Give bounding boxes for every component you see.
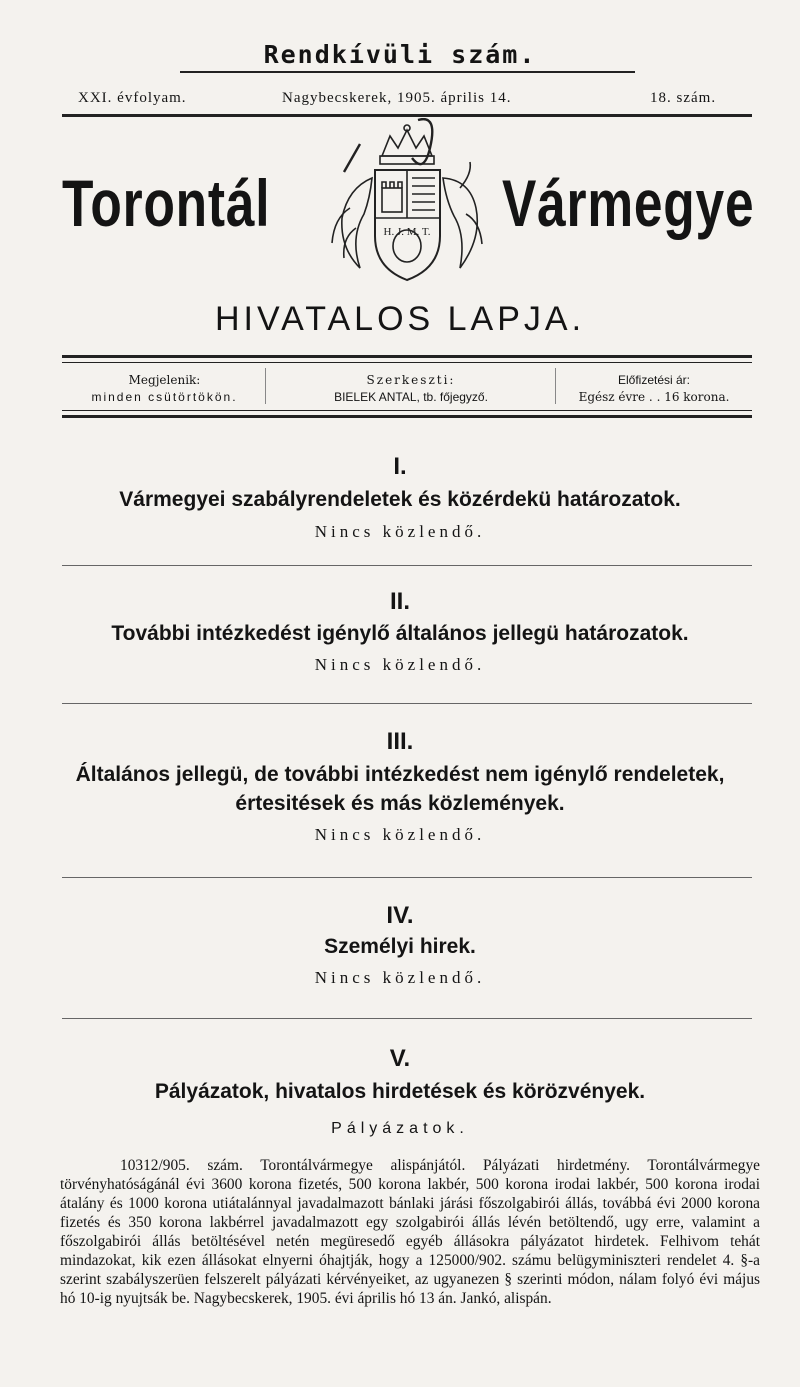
info-subscription-value: Egész évre . . 16 korona. [578,390,730,404]
section-number: I. [393,453,407,480]
header-rule [62,114,752,117]
section-number: V. [389,1045,411,1072]
masthead-title-left: Torontál [62,166,271,240]
palyazatok-heading: Pályázatok. [331,1120,469,1137]
section-note: Nincs közlendő. [314,968,486,987]
section-title: További intézkedést igénylő általános jellegü határozatok. [111,622,689,645]
section-title: Vármegyei szabályrendeletek és közérdekü határozatok. [119,488,681,511]
info-editor [266,372,556,406]
section-title: Személyi hirek. [324,935,476,958]
section-number: III. [386,728,414,755]
section-title: értesitések és más közlemények. [235,792,565,815]
info-subscription-label: Előfizetési ár: [617,373,691,387]
info-editor-label: Szerkeszti: [366,373,456,387]
masthead-subtitle: HIVATALOS LAPJA. [214,300,586,338]
info-published-value: minden csütörtökön. [91,390,238,404]
section-note: Nincs közlendő. [314,655,486,674]
info-editor-value: BIELEK ANTAL, tb. főjegyző. [334,390,488,404]
info-rule-top [62,355,752,358]
volume-label: XXI. évfolyam. [78,90,187,106]
section-divider [62,703,752,704]
info-rule-top-thin [62,362,752,363]
place-date: Nagybecskerek, 1905. április 14. [282,90,512,106]
section-number: II. [389,588,410,615]
info-published [62,372,267,406]
info-rule-bottom [62,415,752,418]
issue-number: 18. szám. [650,90,717,106]
section-divider [62,1018,752,1019]
special-issue-label: Rendkívüli szám. [263,40,537,69]
special-issue-underline [180,71,635,73]
info-published-label: Megjelenik: [128,373,201,387]
section-note: Nincs közlendő. [314,825,486,844]
section-title: Általános jellegü, de további intézkedést nem igénylő rendeletek, [75,763,725,786]
crest-initials: H. J. M. T. [383,226,431,238]
info-rule-bottom-thin [62,410,752,411]
masthead-title-right: Vármegye [502,166,755,240]
palyazat-notice-text: 10312/905. szám. Torontálvármegye alispánjától. Pályázati hirdetmény. Torontálvármegye törvényhatóságánál évi 3600 korona fizetés, 500 korona lakbér, 500 korona irodai lakbér, 500 korona irodai átalány és 1000 korona utiátalánnyal javadalmazott bánlaki járási főszolgabirói állás, továbbá évi 2000 korona fizetés és 350 korona lakbérrel javadalmazott egy szolgabirói állás lévén betöltendő, ugy erre, valamint a főszolgabirói állás betöltésével netén megüresedő egyéb állásokra pályázatot hirdetek. Felhivom tehát mindazokat, kik ezen állásokat elnyerni óhajtják, hogy a 125000/902. számu belügyminiszteri rendelet 4. §-a szerint szabályszerüen felszerelt pályázati kérvényeiket, az ugyanezen § szerinti módon, nálam folyó évi május hó 10-ig nyujtsák be. Nagybecskerek, 1905. évi április hó 13 án. Jankó, alispán. [60,1157,760,1307]
section-number: IV. [386,902,414,929]
section-note: Nincs közlendő. [314,522,486,541]
section-title: Pályázatok, hivatalos hirdetések és körözvények. [154,1080,646,1103]
section-divider [62,877,752,878]
section-divider [62,565,752,566]
info-subscription [556,372,752,406]
coat-of-arms-icon [320,118,495,298]
coat-of-arms [320,118,495,298]
